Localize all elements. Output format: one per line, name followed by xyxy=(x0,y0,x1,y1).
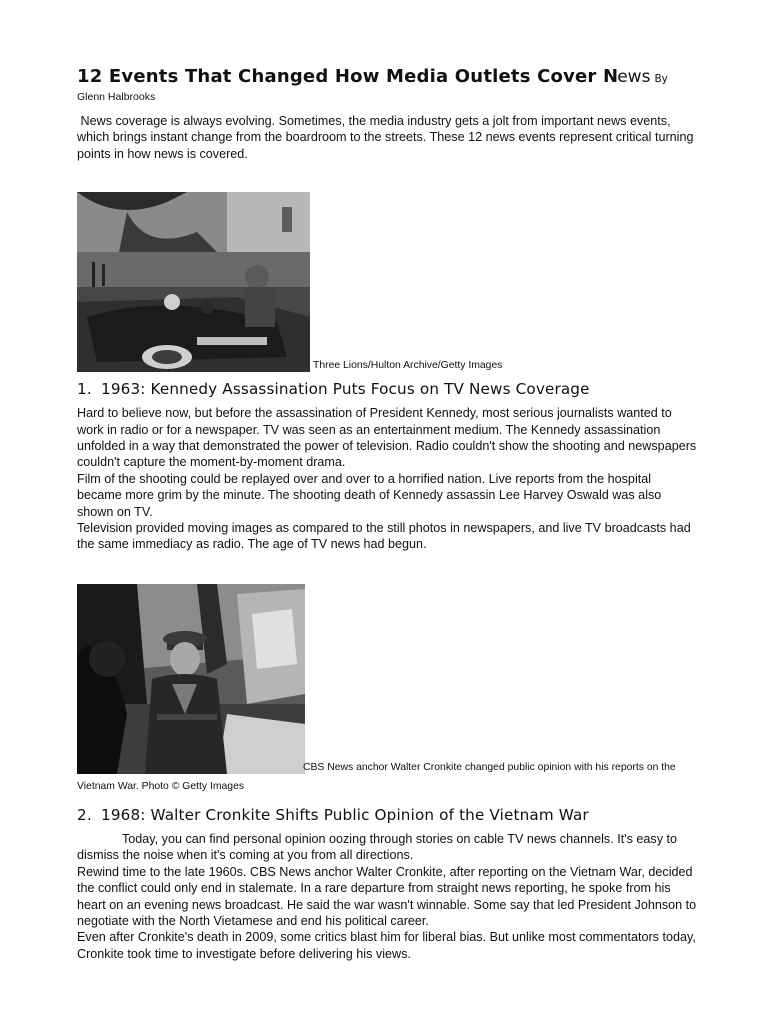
document-title-tail: ews xyxy=(617,67,651,87)
section-1-paragraph-1: Hard to believe now, but before the assassination of President Kennedy, most serious journalists wanted to work in radio or for a newspaper. TV was seen as an entertainment medium. The Kennedy assassination unfolded in a way that demonstrated the power of television. Radio couldn't show the shooting and newspapers couldn't capture the moment-by-moment drama. xyxy=(77,406,697,470)
cronkite-figure xyxy=(77,584,697,793)
kennedy-photo-caption: Three Lions/Hulton Archive/Getty Images xyxy=(313,360,503,372)
document-page xyxy=(77,66,697,962)
kennedy-figure xyxy=(77,192,697,372)
author-name: Glenn Halbrooks xyxy=(77,91,156,103)
title-line xyxy=(77,66,697,90)
section-body-2 xyxy=(77,831,697,962)
intro-paragraph: News coverage is always evolving. Sometimes, the media industry gets a jolt from important news events, which brings instant change from the boardroom to the streets. These 12 news events represent critical turning points in how news is covered. xyxy=(77,114,697,161)
cronkite-photo xyxy=(77,584,305,774)
cronkite-photo-caption: CBS News anchor Walter Cronkite changed public opinion with his reports on the Vietnam War. Photo © Getty Images xyxy=(77,761,676,792)
section-2-paragraph-1: Today, you can find personal opinion oozing through stories on cable TV news channels. It's easy to dismiss the noise when it's coming at you from all directions. xyxy=(77,831,678,863)
section-2-paragraph-3: Even after Cronkite's death in 2009, some critics blast him for liberal bias. But unlike most commentators today, Cronkite took time to investigate before delivering his views. xyxy=(77,930,696,961)
section-title-1: 1963: Kennedy Assassination Puts Focus on TV News Coverage xyxy=(101,380,590,399)
section-number-1: 1. xyxy=(77,380,92,399)
section-2-paragraph-2: Rewind time to the late 1960s. CBS News anchor Walter Cronkite, after reporting on the Vietnam War, decided the conflict could only end in stalemate. In a rare departure from straight news reporting, he spoke from his heart on an evening news broadcast. He said the war wasn't winnable. Some say that led President Johnson to negotiate with the North Vietamese and end his political career. xyxy=(77,864,697,928)
section-heading-2 xyxy=(77,805,697,825)
section-title-2: 1968: Walter Cronkite Shifts Public Opinion of the Vietnam War xyxy=(101,805,589,824)
byline-prefix: By xyxy=(654,73,668,85)
section-body-1 xyxy=(77,405,697,553)
section-1-paragraph-3: Television provided moving images as compared to the still photos in newspapers, and live TV broadcasts had the same immediacy as radio. The age of TV news had begun. xyxy=(77,521,691,552)
section-heading-1 xyxy=(77,379,697,399)
kennedy-photo xyxy=(77,192,310,372)
document-title: 12 Events That Changed How Media Outlets Cover N xyxy=(77,66,619,87)
section-1-paragraph-2: Film of the shooting could be replayed over and over to a horrified nation. Live reports from the hospital became more grim by the minute. The shooting death of Kennedy assassin Lee Harvey Oswald was also shown on TV. xyxy=(77,471,662,519)
section-number-2: 2. xyxy=(77,805,92,824)
